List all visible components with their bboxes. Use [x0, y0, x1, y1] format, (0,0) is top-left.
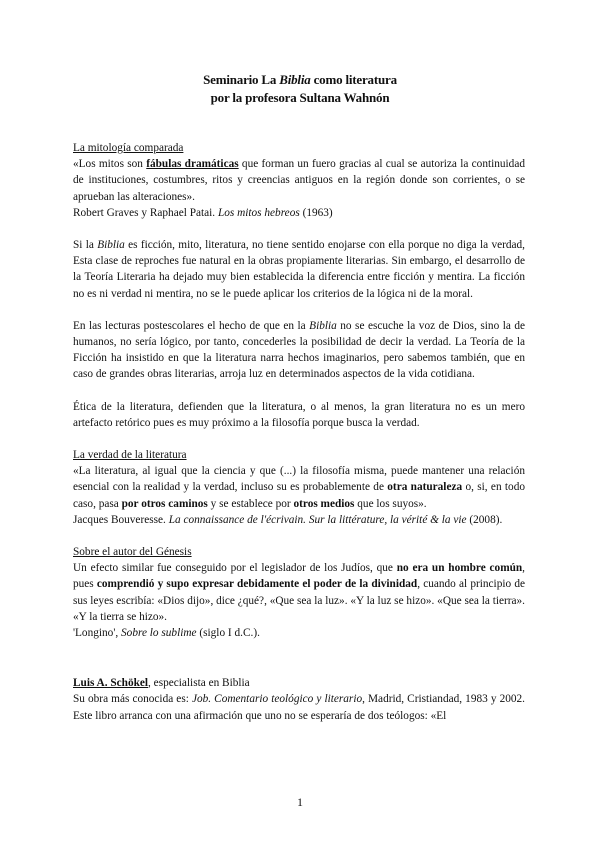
heading-verdad: La verdad de la literatura: [73, 449, 187, 462]
page-number: 1: [297, 795, 303, 809]
body-text: [73, 140, 525, 724]
heading-genesis: Sobre el autor del Génesis: [73, 546, 192, 559]
citation-longino: 'Longino', Sobre lo sublime (siglo I d.C.).: [73, 627, 260, 640]
paragraph-schokel: Su obra más conocida es: Job. Comentario teológico y literario, Madrid, Cristiandad, 1983 y 2002. Este libro arranca con una afirmación que uno no se esperaría de dos teólogos: «El: [73, 693, 525, 722]
quote-longino: Un efecto similar fue conseguido por el legislador de los Judíos, que no era un hombre común, pues comprendió y supo expresar debidamente el poder de la divinidad, cuando al principio de sus leyes escribía: «Dios dijo», dice ¿qué?, «Que sea la luz». «Y la luz se hizo». «Que sea la tierra». «Y la tierra se hizo».: [73, 562, 525, 623]
title-line-1: Seminario La Biblia como literatura: [203, 72, 397, 87]
title-line-2: por la profesora Sultana Wahnón: [210, 90, 390, 105]
heading-schokel: Luis A. Schökel, especialista en Biblia: [73, 677, 250, 690]
paragraph-ficcion: Si la Biblia es ficción, mito, literatura, no tiene sentido enojarse con ella porque no diga la verdad, Esta clase de reproches fue natural en la obras propiamente literarias. Sin embargo, el desarrollo de la Teoría Literaria ha dejado muy bien establecida la diferencia entre ficción y mentira. La ficción no es ni verdad ni mentira, no se le puede aplicar los criterios de la lógica ni de la moral.: [73, 239, 525, 300]
title-biblia: Biblia: [279, 72, 311, 87]
paragraph-etica: Ética de la literatura, defienden que la literatura, o al menos, la gran literatura no es un mero artefacto retórico pues es muy próximo a la filosofía porque busca la verdad.: [73, 400, 525, 429]
heading-mitologia: La mitología comparada: [73, 142, 184, 154]
citation-bouveresse: Jacques Bouveresse. La connaissance de l'écrivain. Sur la littérature, la vérité & la vie (2008).: [73, 513, 503, 526]
quote-graves: «Los mitos son fábulas dramáticas que forman un fuero gracias al cual se autoriza la continuidad de instituciones, costumbres, ritos y creencias antiguos en la región donde son corrientes, o se aprueban las alteraciones».: [73, 158, 525, 203]
paragraph-lecturas: En las lecturas postescolares el hecho de que en la Biblia no se escuche la voz de Dios, sino la de humanos, no sería lógico, por tanto, concederles la posibilidad de decir la verdad. La Teoría de la Ficción ha insistido en que la literatura narra hechos imaginarios, pero sabemos también, que en caso de grandes obras literarias, arroja luz en determinados aspectos de la vida cotidiana.: [73, 319, 525, 381]
citation-graves: Robert Graves y Raphael Patai. Los mitos hebreos (1963): [73, 206, 333, 219]
quote-bouveresse: «La literatura, al igual que la ciencia y que (...) la filosofía misma, puede mantener una relación esencial con la realidad y la verdad, incluso su es probablemente de otra naturaleza o, si, en todo caso, pasa por otros caminos y se establece por otros medios que los suyos».: [73, 465, 525, 510]
